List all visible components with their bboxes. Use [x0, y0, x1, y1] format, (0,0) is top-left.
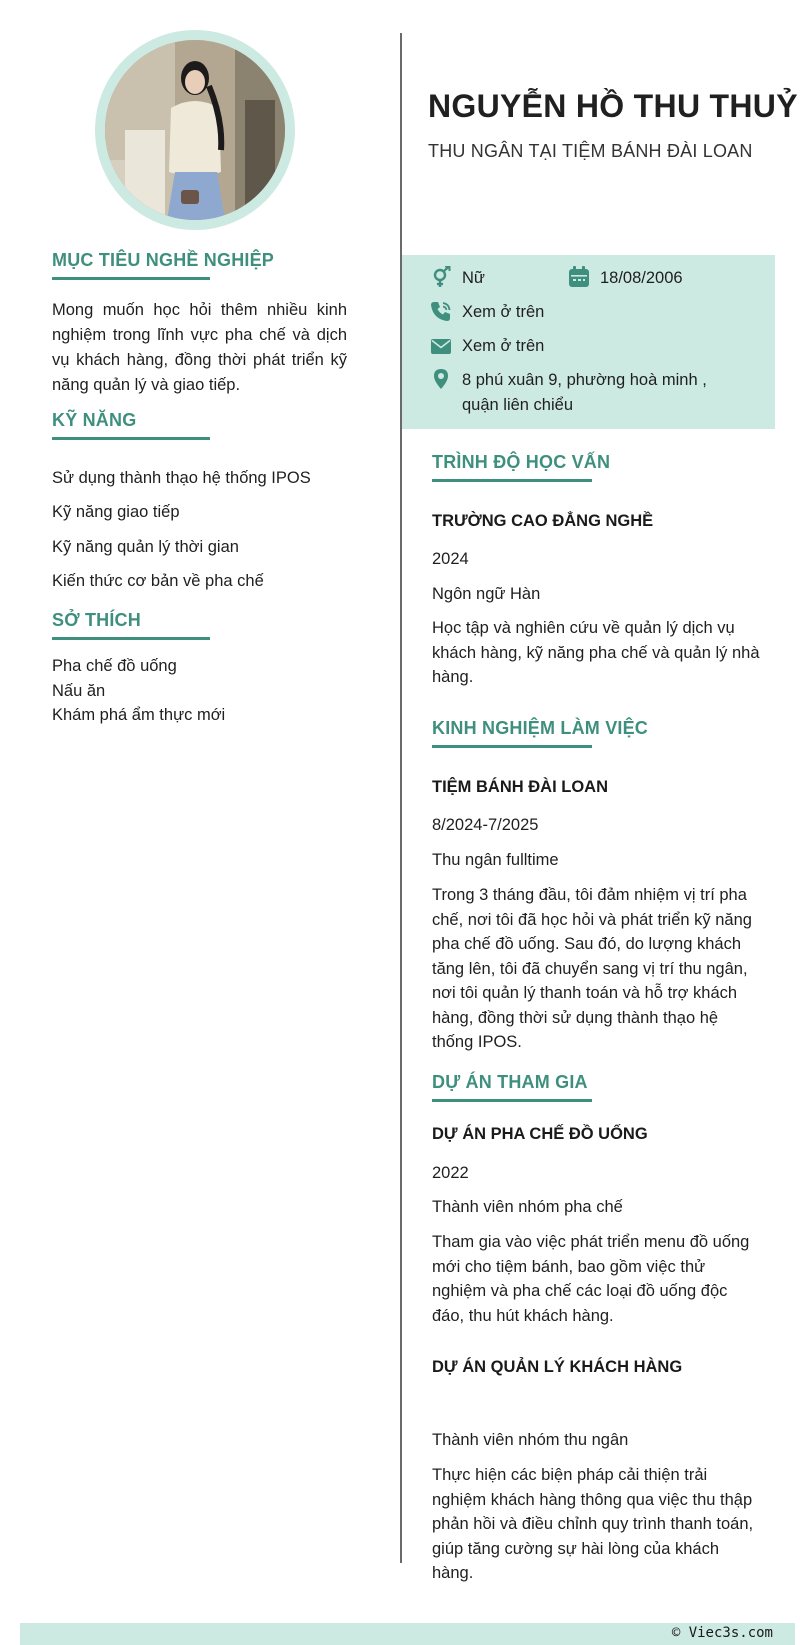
experience-role: Thu ngân fulltime	[432, 851, 559, 869]
project-description: Tham gia vào việc phát triển menu đồ uống mới cho tiệm bánh, bao gồm việc thử nghiệm và pha chế các loại đồ uống độc đáo, thu hút khách hàng.	[432, 1233, 750, 1325]
objective-section	[52, 250, 347, 398]
projects-title: DỰ ÁN THAM GIA	[432, 1072, 588, 1092]
candidate-position: THU NGÂN TẠI TIỆM BÁNH ĐÀI LOAN	[428, 141, 753, 161]
skills-underline	[52, 437, 210, 440]
address-line2: quận liên chiểu	[462, 396, 574, 414]
phone-icon	[430, 300, 452, 322]
education-underline	[432, 479, 592, 482]
location-icon	[431, 368, 453, 390]
hobbies-section	[52, 610, 347, 640]
address-line1: 8 phú xuân 9, phường hoà minh ,	[462, 371, 707, 389]
hobby-item: Khám phá ẩm thực mới	[52, 706, 226, 724]
project-role: Thành viên nhóm thu ngân	[432, 1431, 629, 1449]
footer-bar	[20, 1623, 795, 1645]
experience-period: 8/2024-7/2025	[432, 816, 539, 834]
education-description: Học tập và nghiên cứu về quản lý dịch vụ khách hàng, kỹ năng pha chế và quản lý nhà hàng.	[432, 619, 760, 686]
hobbies-underline	[52, 637, 210, 640]
hobbies-title: SỞ THÍCH	[52, 610, 141, 630]
experience-description: Trong 3 tháng đầu, tôi đảm nhiệm vị trí pha chế, nơi tôi đã học hỏi và phát triển kỹ năng pha chế đồ uống. Sau đó, do lượng khách tăng lên, tôi đã chuyển sang vị trí thu ngân, nơi tôi quản lý thanh toán và hỗ trợ khách hàng, đồng thời sử dụng thành thạo hệ thống IPOS.	[432, 886, 752, 1051]
education-school: TRƯỜNG CAO ĐẲNG NGHỀ	[432, 512, 654, 530]
objective-text: Mong muốn học hỏi thêm nhiều kinh nghiệm trong lĩnh vực pha chế và dịch vụ khách hàng, đồng thời phát triển kỹ năng quản lý và giao tiếp.	[52, 301, 347, 394]
birthday-value: 18/08/2006	[600, 269, 683, 287]
mail-icon	[430, 336, 452, 358]
avatar-ring	[95, 30, 295, 230]
footer-credit: © Viec3s.com	[671, 1625, 773, 1641]
skills-title: KỸ NĂNG	[52, 410, 137, 430]
skills-section	[52, 410, 347, 440]
hobby-item: Pha chế đồ uống	[52, 657, 177, 675]
hobby-item: Nấu ăn	[52, 681, 106, 700]
objective-underline	[52, 277, 210, 280]
skill-item: Kỹ năng quản lý thời gian	[52, 538, 239, 556]
skill-item: Kiến thức cơ bản về pha chế	[52, 572, 264, 590]
project-year: 2022	[432, 1164, 469, 1182]
email-value: Xem ở trên	[462, 337, 545, 355]
education-title: TRÌNH ĐỘ HỌC VẤN	[432, 452, 611, 472]
hobbies-list	[52, 654, 225, 728]
avatar	[105, 40, 285, 220]
project-description: Thực hiện các biện pháp cải thiện trải nghiệm khách hàng thông qua việc thu thập phản hồi và điều chỉnh quy trình thanh toán, giúp tăng cường sự hài lòng của khách hàng.	[432, 1466, 754, 1582]
education-section-title	[432, 452, 610, 482]
experience-title: KINH NGHIỆM LÀM VIỆC	[432, 718, 649, 738]
experience-company: TIỆM BÁNH ĐÀI LOAN	[432, 778, 608, 796]
projects-underline	[432, 1099, 592, 1102]
education-year: 2024	[432, 550, 469, 568]
gender-value: Nữ	[462, 269, 485, 287]
candidate-name: NGUYỄN HỒ THU THUỶ	[428, 88, 798, 124]
project-role: Thành viên nhóm pha chế	[432, 1198, 623, 1216]
projects-section-title	[432, 1072, 592, 1102]
skill-item: Kỹ năng giao tiếp	[52, 503, 180, 521]
calendar-icon	[568, 266, 590, 288]
skill-item: Sử dụng thành thạo hệ thống IPOS	[52, 469, 311, 487]
experience-section-title	[432, 718, 648, 748]
gender-icon	[430, 266, 452, 288]
project-name: DỰ ÁN PHA CHẾ ĐỒ UỐNG	[432, 1125, 648, 1143]
phone-value: Xem ở trên	[462, 303, 545, 321]
objective-title: MỤC TIÊU NGHỀ NGHIỆP	[52, 250, 275, 270]
project-name: DỰ ÁN QUẢN LÝ KHÁCH HÀNG	[432, 1358, 683, 1376]
education-major: Ngôn ngữ Hàn	[432, 585, 541, 603]
experience-underline	[432, 745, 592, 748]
